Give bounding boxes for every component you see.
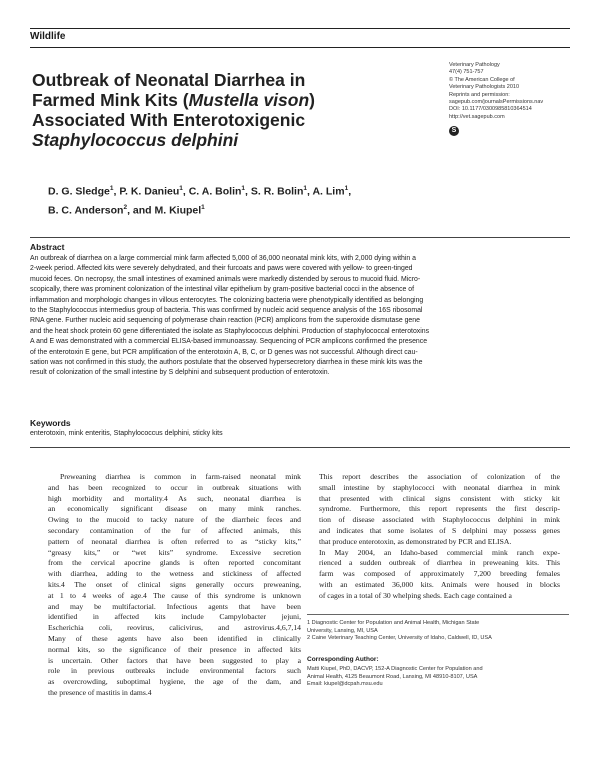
author-separator: , and	[127, 204, 155, 216]
body-line: Preweaning diarrhea is common in farm-raised neonatal mink	[60, 472, 301, 481]
body-line: that produce enterotoxin, as demonstrated by PCR and ELISA.	[319, 536, 512, 546]
body-line: pattern of neonatal diarrhea is often referred to as “sticky kits,”	[48, 536, 301, 546]
journal-meta-line: Veterinary Pathology	[449, 62, 500, 68]
body-line: Many of these agents have also been identified in clinically	[48, 633, 301, 643]
keywords-rule-bottom	[30, 447, 570, 448]
body-line: with an estimated 36,000 kits. Animals were housed in blocks	[319, 579, 560, 589]
body-line: is uncertain. Other factors that have been suggested to play a	[48, 655, 301, 665]
body-line: farm was composed of approximately 7,200 breeding females	[319, 569, 560, 579]
journal-meta-line: sagepub.com/journalsPermissions.nav	[449, 99, 544, 106]
body-line: from the cervical apocrine glands is often reported concomitant	[48, 558, 301, 568]
author-list	[48, 181, 368, 218]
body-line: and has been recognized to occur in outbreak situations with	[48, 482, 301, 492]
author-line-1	[48, 181, 368, 200]
body-line: role in previous outbreaks include environmental factors such	[48, 666, 301, 676]
abstract-heading: Abstract	[30, 242, 65, 252]
corresponding-line: Email: kiupel@dcpah.msu.edu	[307, 681, 383, 688]
corresponding-author-heading: Corresponding Author:	[307, 656, 379, 663]
abstract-text	[30, 254, 570, 379]
author-line-2	[48, 200, 368, 219]
corresponding-line: Animal Health, 4125 Beaumont Road, Lansing, MI 48910-8107, USA	[307, 673, 478, 680]
abstract-line: inflammation and morphologic changes in villous enterocytes. The colonizing bacteria were phenotypically identified as belonging	[30, 296, 424, 304]
title-line-4: Staphylococcus delphini	[32, 130, 239, 150]
journal-meta-line: http://vet.sagepub.com	[449, 113, 505, 120]
body-line: kits.4 The onset of clinical signs generally occurs preweaning,	[48, 579, 301, 589]
author-separator: ,	[113, 185, 120, 198]
article-title	[32, 70, 392, 150]
abstract-line: mucoid feces. On necropsy, the small intestines of examined animals were markedly distended by serous to mucoid fluid. Micro-	[30, 275, 421, 283]
body-line: an economically significant disease on many mink ranches.	[48, 504, 301, 514]
abstract-line: sation was not confirmed in this study, the authors postulate that the observed hypersecretory diarrhea in these mink kits was the	[30, 359, 423, 367]
body-paragraph	[307, 472, 560, 548]
author-separator: ,	[245, 185, 251, 198]
body-column-left	[48, 472, 301, 699]
abstract-line: scopically, there was prominent colonization of the intestinal villar epithelium by gram-positive bacterial cocci in the absence of	[30, 286, 415, 294]
title-line-2: Farmed Mink Kits (Mustella vison)	[32, 90, 315, 110]
abstract-line: and the heat shock protein 60 gene differentiated the isolate as Staphylococcus delphini. Production of staphylococcal enterotoxins	[30, 327, 430, 335]
body-line: This report describes the association of colonization of the	[319, 472, 560, 481]
keywords-text: enterotoxin, mink enteritis, Staphylococcus delphini, sticky kits	[30, 430, 223, 437]
body-line: Owing to the mucoid to tacky nature of the diarrheic feces and	[48, 515, 301, 525]
body-line: rienced a sudden outbreak of diarrhea in preweaning kits. This	[319, 558, 560, 568]
body-line: the presence of mastitis in dams.4	[48, 687, 152, 697]
body-line: syndrome. Furthermore, this report represents the first descrip-	[319, 504, 560, 514]
body-line: tion of disease associated with Staphylococcus delphini in mink	[319, 515, 560, 525]
author-name: P. K. Danieu	[119, 185, 180, 198]
affiliations	[307, 620, 567, 643]
affiliation-marker: 1	[344, 185, 349, 192]
author-name: D. G. Sledge	[48, 185, 110, 198]
author-name: B. C. Anderson	[48, 204, 124, 216]
abstract-line: to the Staphylococcus intermedius group of bacteria. This was confirmed by nucleic acid sequence analysis of the 16S ribosomal	[30, 307, 423, 315]
body-line: at 1 to 4 weeks of age.4 The cause of this syndrome is unknown	[48, 590, 301, 600]
body-line: In May 2004, an Idaho-based commercial mink ranch expe-	[319, 547, 560, 557]
body-line: Escherichia coli, reovirus, calicivirus, and astrovirus.4,6,7,14	[48, 623, 301, 633]
body-line: high morbidity and mortality.4 As such, neonatal diarrhea is	[48, 493, 301, 503]
corresponding-author-info	[307, 666, 569, 689]
body-line: that presented with clinical signs consistent with sticky kit	[319, 493, 560, 503]
author-separator: ,	[182, 185, 189, 198]
sage-logo-icon: S	[449, 126, 459, 136]
affiliation-marker: 1	[201, 203, 205, 211]
affiliation-marker: 1	[179, 185, 183, 192]
corresponding-line: Matti Kiupel, PhD, DACVP, 152-A Diagnostic Center for Population and	[307, 666, 483, 672]
abstract-rule-top	[30, 237, 570, 238]
body-paragraph	[307, 548, 560, 602]
abstract-line: A and E was demonstrated with a commercial ELISA-based immunoassay. Sequencing of PCR amplicons confirmed the presence	[30, 338, 428, 346]
body-column-right	[307, 472, 560, 602]
journal-meta-line: Reprints and permission:	[449, 91, 510, 98]
section-label: Wildlife	[30, 31, 66, 42]
affiliation-line: 1 Diagnostic Center for Population and Animal Health, Michigan State	[307, 620, 480, 626]
journal-meta-line: © The American College of	[449, 76, 515, 83]
body-line: normal kits, so the significance of their presence in affected kits	[48, 644, 301, 654]
author-separator: ,	[307, 185, 313, 198]
affiliation-marker: 2	[123, 203, 128, 211]
top-rule	[30, 28, 570, 29]
affiliation-marker: 1	[241, 185, 246, 192]
title-line-1: Outbreak of Neonatal Diarrhea in	[32, 70, 306, 90]
keywords-heading: Keywords	[30, 418, 71, 428]
affiliation-marker: 1	[303, 185, 308, 192]
author-name: C. A. Bolin	[188, 185, 242, 198]
body-line: and may be multifactorial. Infectious agents that have been	[48, 601, 301, 611]
abstract-line: result of colonization of the small intestine by S delphini and subsequent production of enterotoxin.	[30, 369, 330, 377]
affiliation-marker: 1	[109, 185, 114, 192]
title-line-3: Associated With Enterotoxigenic	[32, 110, 306, 130]
author-name: S. R. Bolin	[250, 185, 304, 198]
body-line: with diarrhea, adding to the wetness and stickiness of affected	[48, 569, 301, 579]
author-separator: ,	[348, 185, 352, 198]
body-line: small intestine by staphylococci with neonatal diarrhea in mink	[319, 482, 560, 492]
body-line: secondary contamination of the fur of affected animals, this	[48, 525, 301, 535]
body-line: of cages in a total of 30 whelping sheds. Each cage contained a	[319, 590, 512, 600]
body-line: “greasy kits,” or “wet kits” syndrome. Excessive secretion	[48, 547, 301, 557]
journal-meta-line: Veterinary Pathologists 2010	[449, 84, 520, 91]
abstract-line: RNA gene. Further nucleic acid sequencing of polymerase chain reaction (PCR) amplicons from the superoxide dismutase gene	[30, 317, 420, 325]
journal-meta-line: DOI: 10.1177/0300985810364514	[449, 106, 532, 113]
abstract-line: An outbreak of diarrhea on a large commercial mink farm affected 5,000 of 36,000 neonatal mink kits, with 2,000 dying within a	[30, 255, 416, 262]
body-line: identified in affected kits include Campylobacter jejuni,	[48, 612, 301, 622]
section-rule	[30, 47, 570, 48]
author-name: A. Lim	[312, 185, 345, 198]
author-name: M. Kiupel	[154, 204, 202, 216]
affiliation-line: University, Lansing, MI, USA	[307, 627, 378, 634]
affiliation-line: 2 Caine Veterinary Teaching Center, University of Idaho, Caldwell, ID, USA	[307, 635, 492, 642]
abstract-line: 2-week period. Affected kits were severely dehydrated, and their furcoats and paws were covered with yellow- to green-tinged	[30, 265, 413, 273]
body-line: as overcrowding, suboptimal hygiene, the age of the dam, and	[48, 677, 301, 687]
journal-meta-line: 47(4) 751-757	[449, 69, 484, 76]
footnote-rule	[307, 614, 569, 615]
abstract-line: of the enterotoxin E gene, but PCR amplification of the enterotoxin A, B, C, or D genes was not successful. Although direct cau-	[30, 348, 418, 356]
body-line: and indicates that some isolates of S delphini may possess genes	[319, 525, 560, 535]
journal-meta	[449, 62, 579, 121]
